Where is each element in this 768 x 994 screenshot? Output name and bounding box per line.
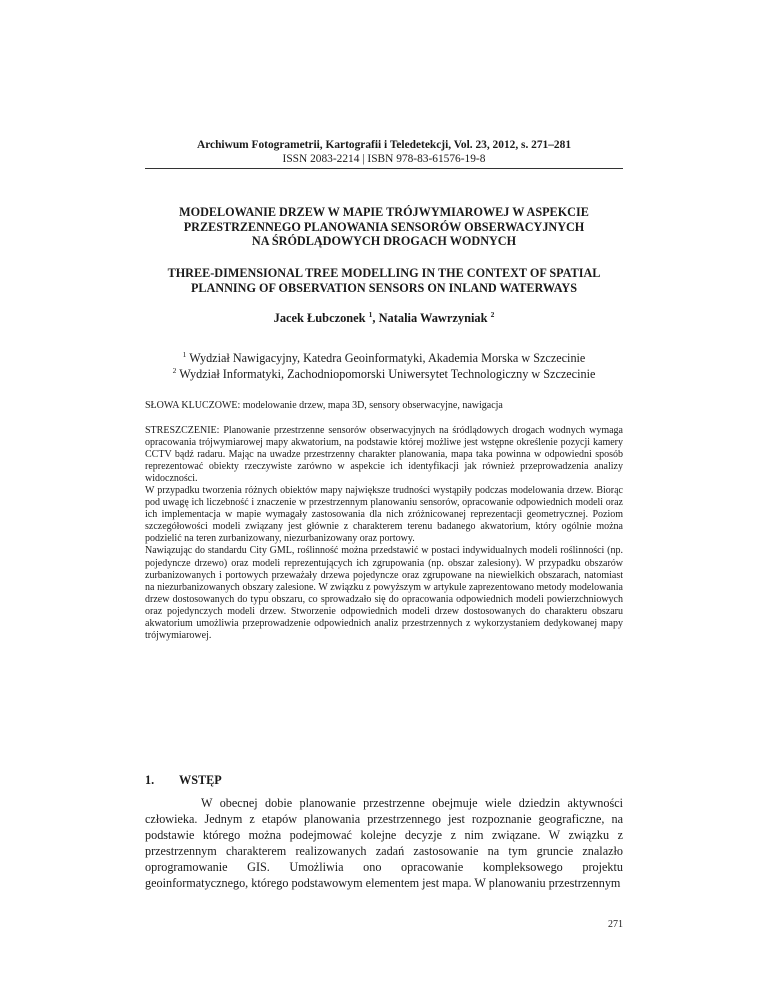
affiliation-text: Wydział Informatyki, Zachodniopomorski Uniwersytet Technologiczny w Szczecinie bbox=[176, 367, 596, 381]
journal-header bbox=[145, 138, 623, 166]
author-name: Jacek Łubczonek bbox=[273, 311, 366, 325]
title-polish-line: MODELOWANIE DRZEW W MAPIE TRÓJWYMIAROWEJ W ASPEKCIE bbox=[179, 205, 589, 219]
author-affiliation-marker: 1 bbox=[368, 310, 373, 319]
abstract-paragraph: Nawiązując do standardu City GML, roślinność można przedstawić w postaci indywidualnych modeli roślinności (np. pojedyncze drzewo) oraz modeli reprezentujących ich zgrupowania (np. obszar zalesiony). W przypadku obszarów zurbanizowanych i portowych przeważały drzewa pojedyncze oraz zgrupowane na niewielkich obszarach, natomiast na niezurbanizowanych obszary zalesione. W związku z powyższym w artykule zaprezentowano metody modelowania drzew dostosowanych do typu obszaru, co sprowadzało się do opracowania odpowiednich modeli powierzchniowych oraz pojedynczych modeli drzew. Stworzenie odpowiednich modeli drzew dostosowanych do charakteru obszaru akwatorium umożliwia przeprowadzenie odpowiednich analiz przestrzennych z wykorzystaniem dedykowanej mapy trójwymiarowej. bbox=[145, 545, 623, 641]
keywords: SŁOWA KLUCZOWE: modelowanie drzew, mapa 3D, sensory obserwacyjne, nawigacja bbox=[145, 400, 503, 411]
page-number: 271 bbox=[608, 919, 623, 930]
abstract-paragraph: W przypadku tworzenia różnych obiektów mapy największe trudności wystąpiły podczas modelowania drzew. Biorąc pod uwagę ich liczebność i znaczenie w przestrzennym planowaniu sensorów, opracowanie odpowiednich modeli oraz ich implementacja w mapie wymagały zastosowania dla nich zróżnicowanej reprezentacji geometrycznej. Poziom szczegółowości modeli związany jest głównie z charakterem terenu badanego akwatorium, który ogólnie można podzielić na teren zurbanizowany, niezurbanizowany oraz portowy. bbox=[145, 485, 623, 545]
author-name: Natalia Wawrzyniak bbox=[378, 311, 488, 325]
author-affiliation-marker: 2 bbox=[490, 310, 495, 319]
title-english-line: PLANNING OF OBSERVATION SENSORS ON INLAND WATERWAYS bbox=[190, 280, 578, 295]
section-number: 1. bbox=[145, 773, 155, 787]
body-paragraph: W obecnej dobie planowanie przestrzenne obejmuje wiele dziedzin aktywności człowieka. Jednym z etapów planowania przestrzennego jest rozpoznanie geograficzne, na podstawie którego można podejmować kolejne decyzje z nim związane. W związku z przestrzennym charakterem realizowanych zadań zastosowanie na tym gruncie znalazło oprogramowanie GIS. Umożliwia ono opracowanie kompleksowego projektu geoinformatycznego, którego podstawowym elementem jest mapa. W planowaniu przestrzennym bbox=[145, 796, 623, 891]
affiliation-line bbox=[145, 350, 623, 366]
affiliation-marker: 2 bbox=[172, 366, 177, 375]
title-polish bbox=[145, 205, 623, 249]
authors bbox=[145, 311, 623, 326]
abstract-paragraph: STRESZCZENIE: Planowanie przestrzenne sensorów obserwacyjnych na śródlądowych drogach wodnych wymaga opracowania trójwymiarowej mapy akwatorium, na podstawie której możliwe jest wstępne określenie pozycji kamery CCTV bądź radaru. Mając na uwadze przestrzenny charakter planowania, mapa taka powinna w odpowiedni sposób reprezentować obiekty rzeczywiste zarówno w aspekcie ich identyfikacji jak również przeprowadzenia analizy widoczności. bbox=[145, 425, 623, 485]
abstract bbox=[145, 425, 623, 642]
title-english bbox=[145, 266, 623, 295]
affiliation-line bbox=[145, 366, 623, 382]
header-divider bbox=[145, 168, 623, 169]
title-polish-line: NA ŚRÓDLĄDOWYCH DROGACH WODNYCH bbox=[251, 234, 517, 248]
journal-citation: Archiwum Fotogrametrii, Kartografii i Teledetekcji, Vol. 23, 2012, s. 271–281 bbox=[196, 139, 572, 151]
author-separator: , bbox=[372, 311, 379, 325]
section-heading bbox=[145, 773, 623, 788]
section-title: WSTĘP bbox=[179, 773, 222, 787]
title-polish-line: PRZESTRZENNEGO PLANOWANIA SENSORÓW OBSERWACYJNYCH bbox=[183, 219, 585, 234]
title-english-line: THREE-DIMENSIONAL TREE MODELLING IN THE CONTEXT OF SPATIAL bbox=[167, 266, 601, 280]
affiliation-marker: 1 bbox=[182, 350, 187, 359]
affiliations bbox=[145, 350, 623, 382]
affiliation-text: Wydział Nawigacyjny, Katedra Geoinformatyki, Akademia Morska w Szczecinie bbox=[186, 351, 586, 365]
journal-issn: ISSN 2083-2214 | ISBN 978-83-61576-19-8 bbox=[282, 153, 486, 165]
